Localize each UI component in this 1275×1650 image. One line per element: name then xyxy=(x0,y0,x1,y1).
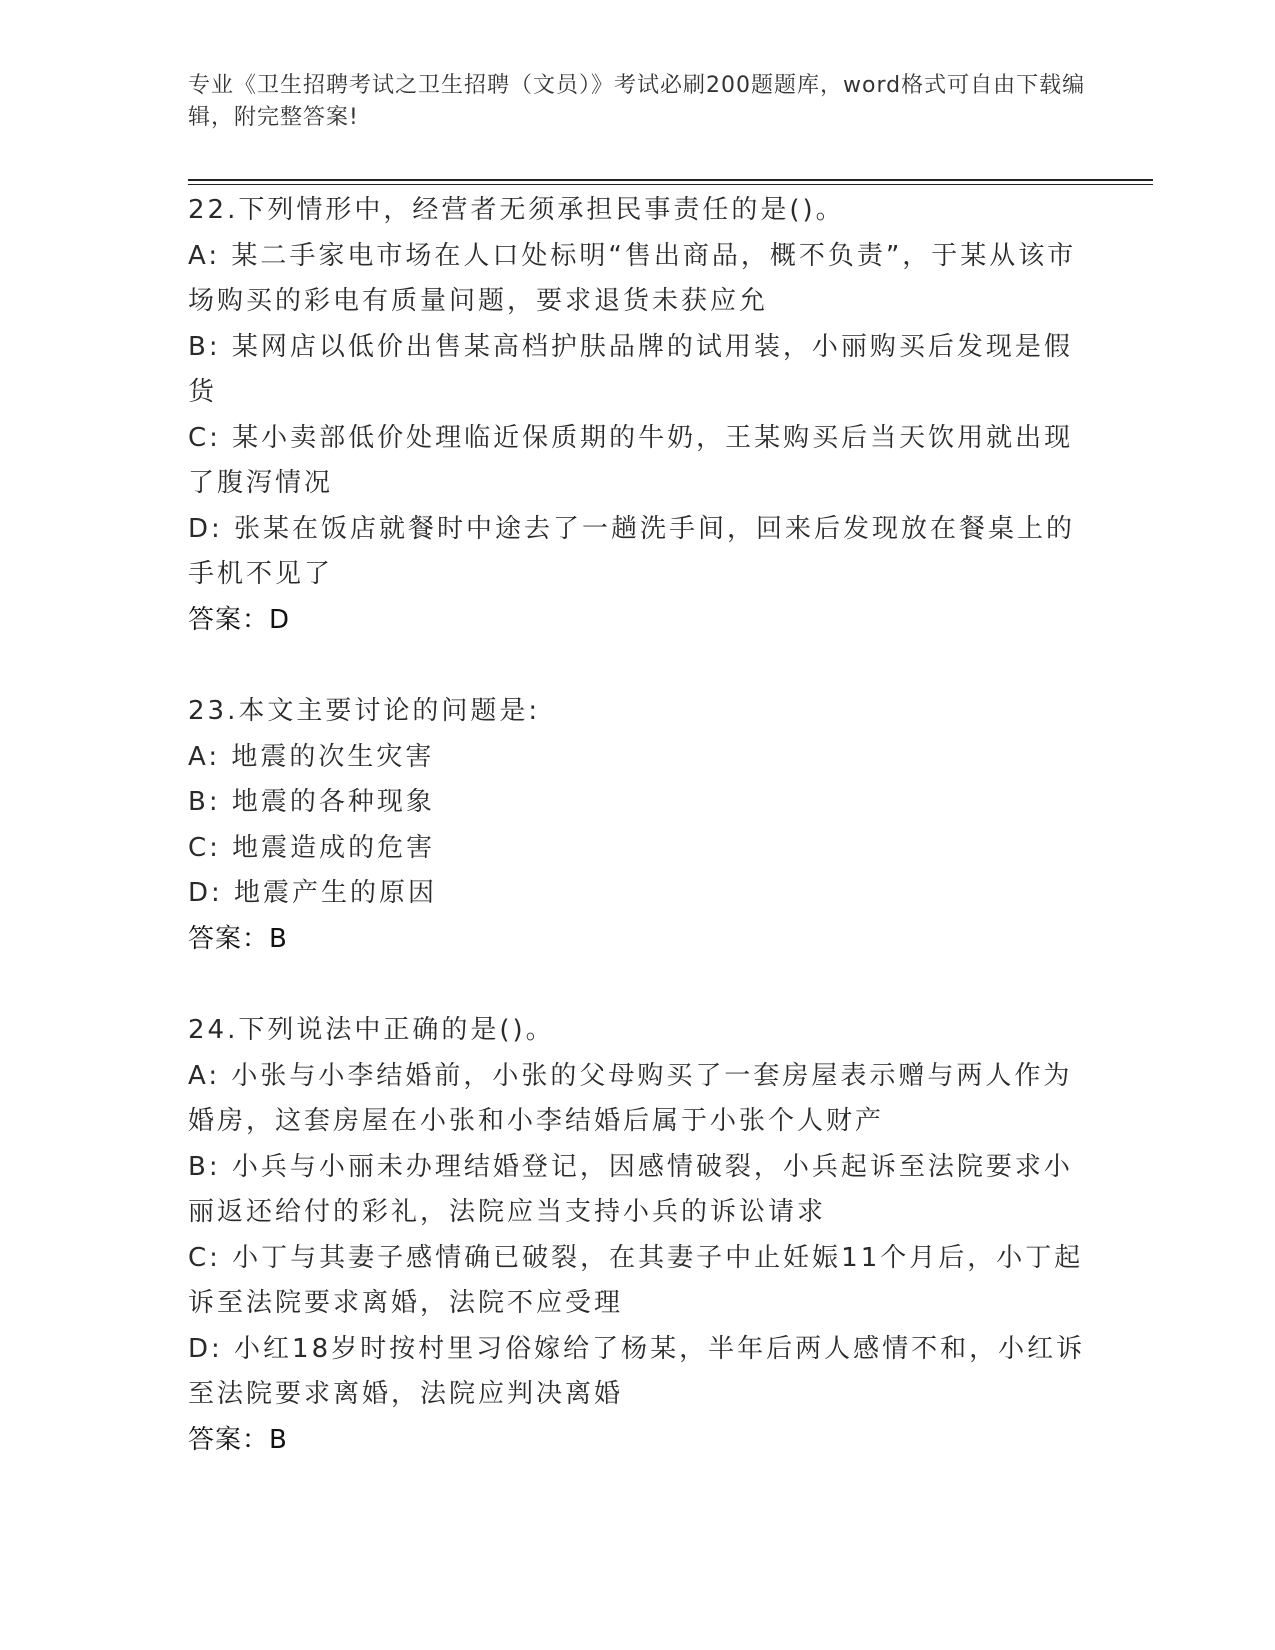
header-divider-thick xyxy=(188,179,1153,181)
question-23 xyxy=(188,689,1088,962)
option-d: D: 地震产生的原因 xyxy=(188,878,438,908)
question-22 xyxy=(188,188,1088,643)
option-b: B: 小兵与小丽未办理结婚登记，因感情破裂，小兵起诉至法院要求小丽返还给付的彩礼，法院应当支持小兵的诉讼请求 xyxy=(188,1151,1073,1227)
option-d: D: 张某在饭店就餐时中途去了一趟洗手间，回来后发现放在餐桌上的手机不见了 xyxy=(188,513,1076,589)
option-b: B: 地震的各种现象 xyxy=(188,787,435,817)
question-stem: 24.下列说法中正确的是()。 xyxy=(188,1015,555,1045)
header-divider-thin xyxy=(188,184,1153,185)
answer-label: 答案：B xyxy=(188,1424,288,1455)
option-a: A: 小张与小李结婚前，小张的父母购买了一套房屋表示赠与两人作为婚房，这套房屋在小张和小李结婚后属于小张个人财产 xyxy=(188,1060,1073,1136)
option-b: B: 某网店以低价出售某高档护肤品牌的试用装，小丽购买后发现是假货 xyxy=(188,331,1073,407)
option-a: A: 地震的次生灾害 xyxy=(188,741,435,772)
option-d: D: 小红18岁时按村里习俗嫁给了杨某，半年后两人感情不和，小红诉至法院要求离婚，法院应判决离婚 xyxy=(188,1333,1086,1409)
option-c: C: 小丁与其妻子感情确已破裂，在其妻子中止妊娠11个月后，小丁起诉至法院要求离婚，法院不应受理 xyxy=(188,1242,1084,1318)
question-stem: 23.本文主要讨论的问题是: xyxy=(188,696,541,726)
answer-label: 答案：B xyxy=(188,923,288,954)
question-list xyxy=(188,188,1088,1509)
question-stem: 22.下列情形中，经营者无须承担民事责任的是()。 xyxy=(188,195,845,225)
option-a: A: 某二手家电市场在人口处标明“售出商品，概不负责”，于某从该市场购买的彩电有质量问题，要求退货未获应允 xyxy=(188,240,1077,316)
answer-label: 答案：D xyxy=(188,604,291,635)
option-c: C: 地震造成的危害 xyxy=(188,832,436,863)
document-header: 专业《卫生招聘考试之卫生招聘（文员）》考试必刷200题题库，word格式可自由下载编辑，附完整答案! xyxy=(188,73,1086,130)
option-c: C: 某小卖部低价处理临近保质期的牛奶，王某购买后当天饮用就出现了腹泻情况 xyxy=(188,422,1074,498)
question-24 xyxy=(188,1008,1088,1463)
